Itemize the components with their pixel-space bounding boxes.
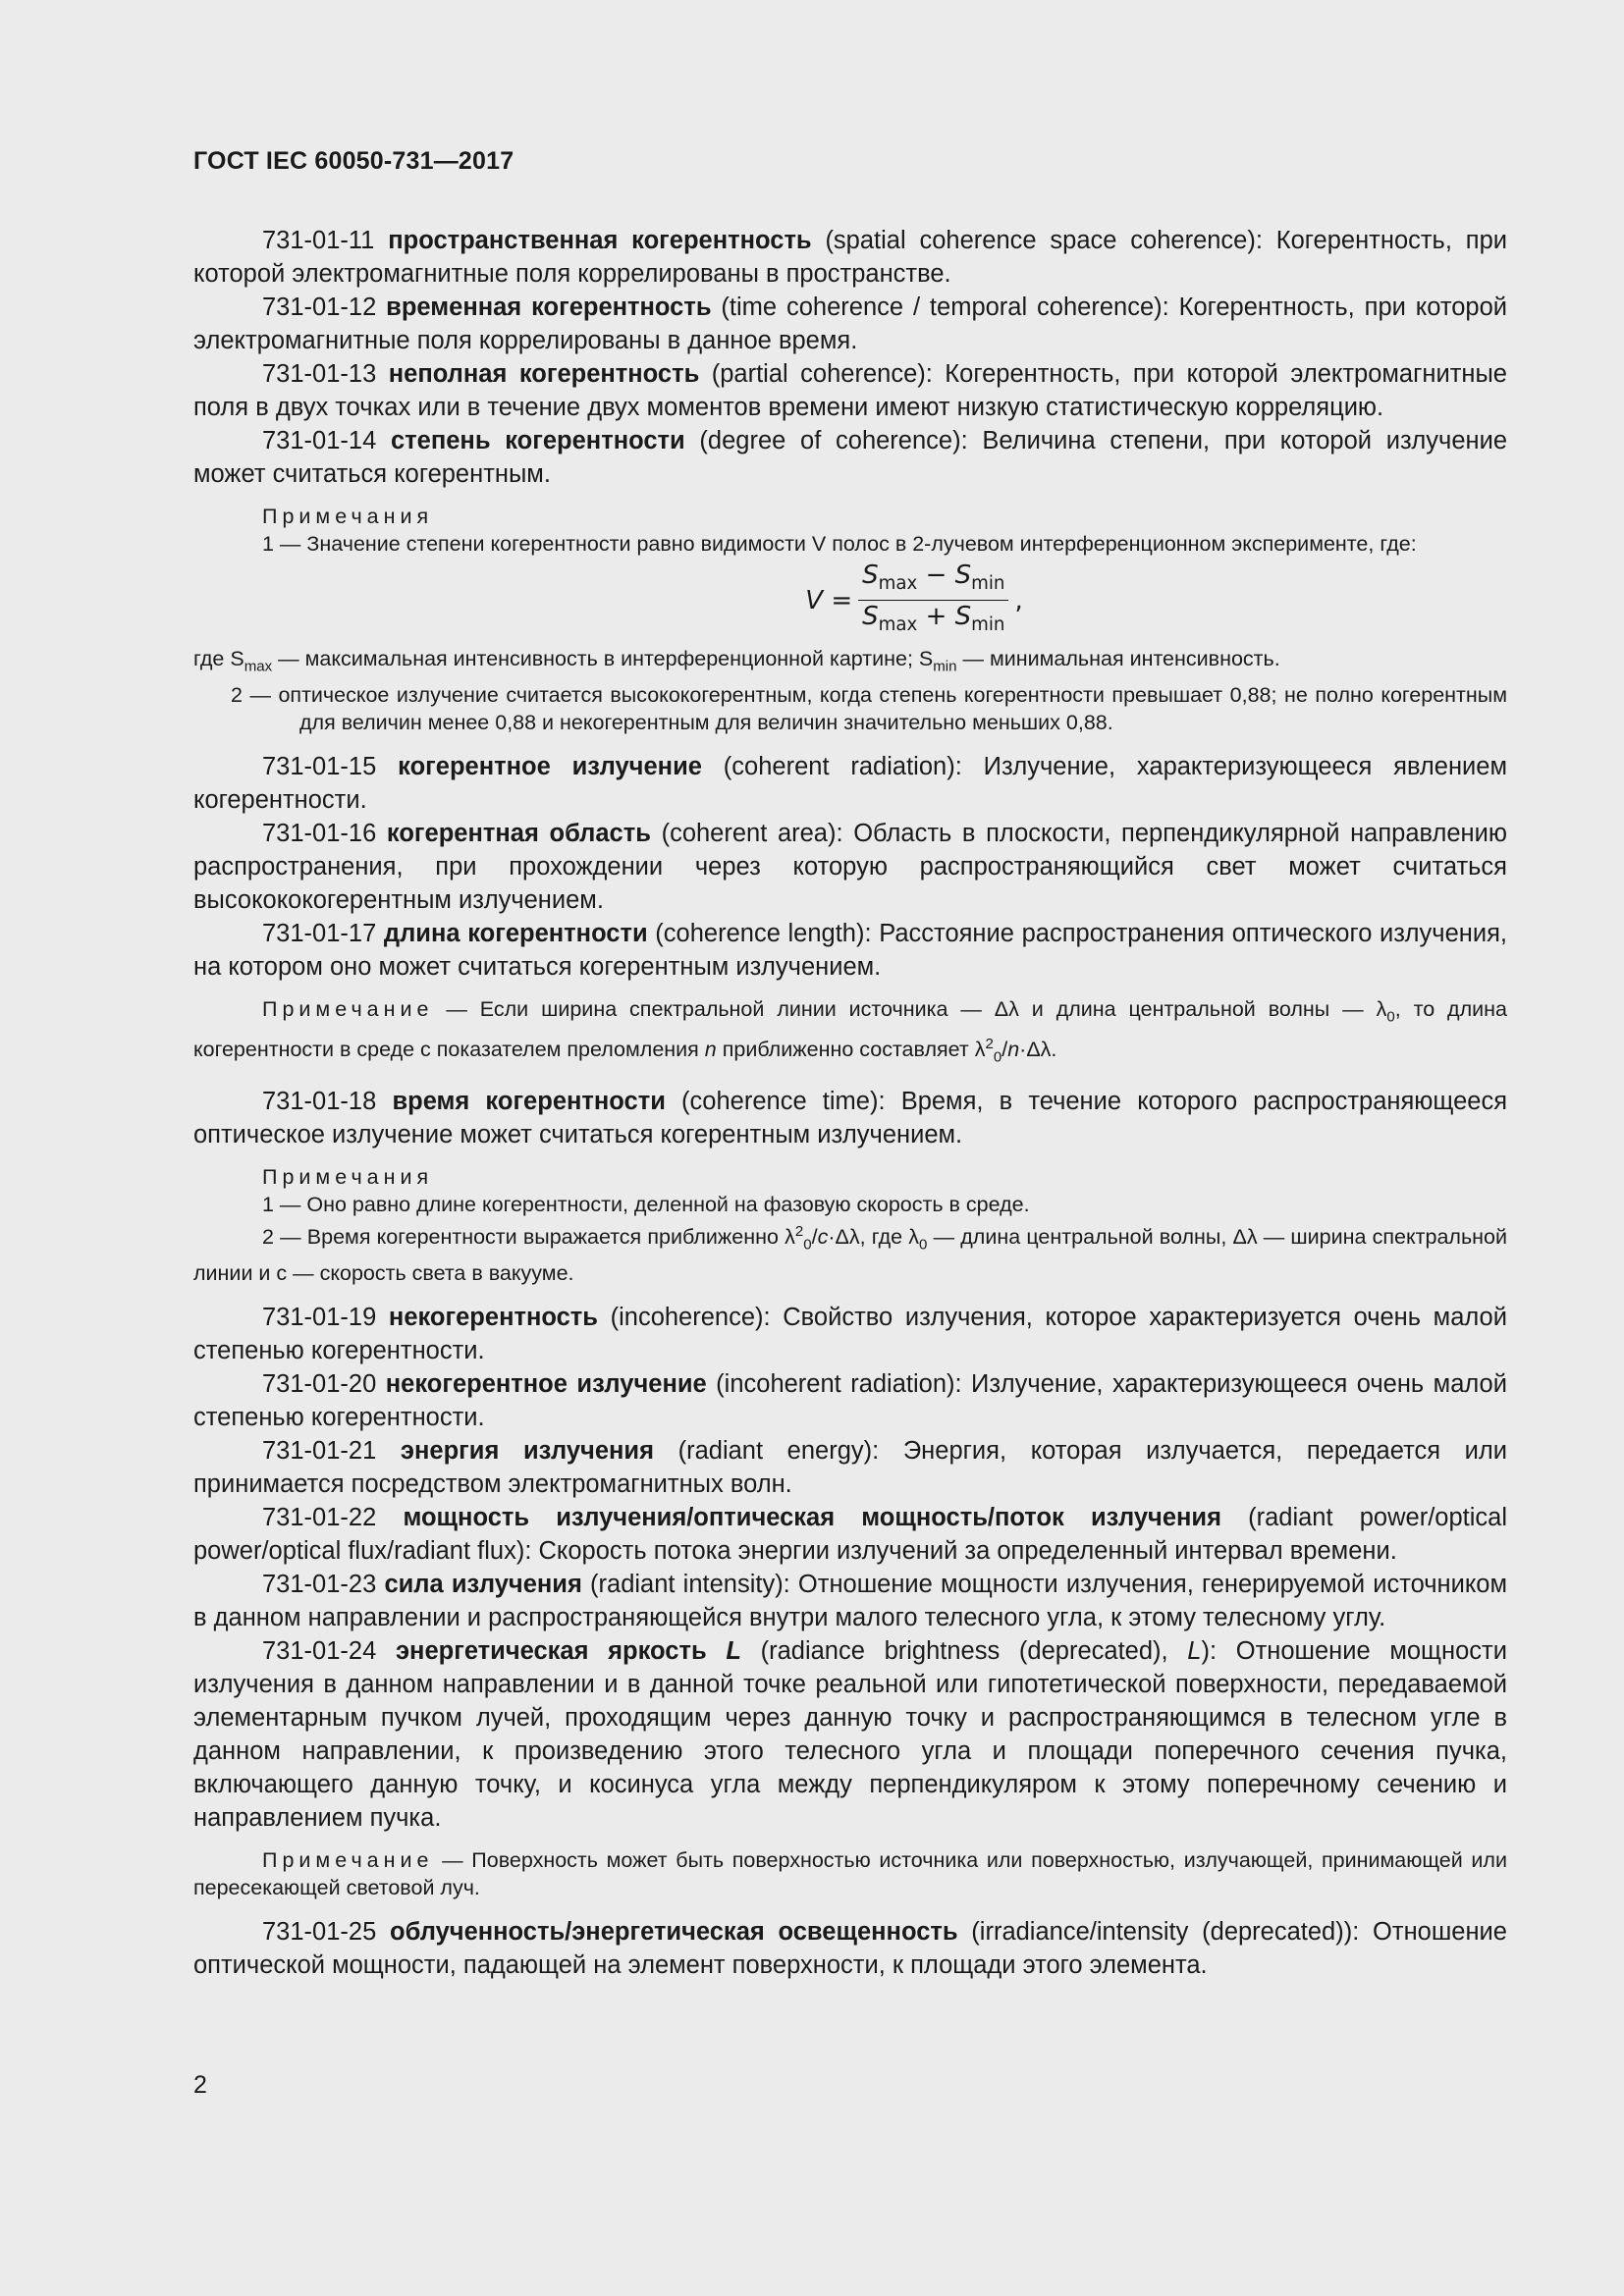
entry-731-01-22: 731-01-22 мощность излучения/оптическая мощность/поток излучения (radiant power/optical power/optical flux/radiant flux): Скорость потока энергии излучений за определенный интервал времени. [193, 1503, 1507, 1565]
note-1: 1 — Оно равно длине когерентности, деленной на фазовую скорость в среде. [262, 1193, 1030, 1217]
notes-731-01-14 [193, 503, 1507, 736]
note-2: 2 — Время когерентности выражается приближенно $\lambda^2_0/c\cdot\Delta\lambda$, где $\lambda_0$ — длина центральной волны, Δλ — ширина спектральной линии и с — скорость света в вакууме. [193, 1223, 1507, 1285]
entry-731-01-16: 731-01-16 когерентная область (coherent area): Область в плоскости, перпендикулярной направлению распространения, при прохождении через которую распространяющийся свет может считаться высокококогерентным излучением. [193, 819, 1507, 914]
entry-731-01-21: 731-01-21 энергия излучения (radiant energy): Энергия, которая излучается, передается или принимается посредством электромагнитных волн. [193, 1436, 1508, 1498]
note-text: Примечание — Если ширина спектральной линии источника — Δλ и длина центральной волны — $\lambda_0$, то длина когерентности в среде с показателем преломления n приближенно составляет $\lambda^2_0/n\cdot\Delta\lambda$. [193, 996, 1507, 1066]
page-number: 2 [193, 2071, 207, 2099]
entry-731-01-13: 731-01-13 неполная когерентность (partial coherence): Когерентность, при которой электромагнитные поля в двух точках или в течение двух моментов времени имеют низкую статистическую корреляцию. [193, 360, 1507, 421]
formula-legend: где $S_{max}$ — максимальная интенсивность в интерференционной картине; $S_{min}$ — минимальная интенсивность. [193, 647, 1280, 675]
entry-731-01-12: 731-01-12 временная когерентность (time coherence / temporal coherence): Когерентность, при которой электромагнитные поля коррелированы в данное время. [193, 294, 1508, 354]
note-text: Примечание — Поверхность может быть поверхностью источника или поверхностью, излучающей, принимающей или пересекающей световой луч. [193, 1847, 1507, 1899]
entry-731-01-24: 731-01-24 энергетическая яркость L (radiance brightness (deprecated), L): Отношение мощности излучения в данном направлении и в данной точке реальной или гипотетической поверхности, передаваемой элементарным пучком лучей, проходящим через данную точку и распространяющимся в телесном угле в данном направлении, к произведению этого телесного угла и площади поперечного сечения пучка, включающего данную точку, и косинуса угла между перпендикуляром к этому поперечному сечению и направлением пучка. [193, 1636, 1507, 1832]
entry-731-01-25: 731-01-25 облученность/энергетическая освещенность (irradiance/intensity (deprecated)): Отношение оптической мощности, падающей на элемент поверхности, к площади этого элемента. [193, 1917, 1507, 1979]
notes-731-01-18 [193, 1163, 1507, 1286]
document-header: ГОСТ IEC 60050-731—2017 [193, 147, 514, 175]
entry-731-01-19: 731-01-19 некогерентность (incoherence): Свойство излучения, которое характеризуется очень малой степенью когерентности. [193, 1303, 1507, 1364]
notes-heading: Примечания [262, 1165, 434, 1190]
entry-731-01-17: 731-01-17 длина когерентности (coherence length): Расстояние распространения оптического излучения, на котором оно может считаться когерентным излучением. [193, 919, 1507, 981]
formula-fraction: $\frac{S_{max} - S_{min}}{S_{max} + S_{min}}$ [858, 561, 1008, 639]
coherence-formula: V = $\frac{S_{max} - S_{min}}{S_{max} + S_{min}}$ , [321, 561, 1507, 639]
notes-heading: Примечания [262, 505, 434, 528]
entry-731-01-20: 731-01-20 некогерентное излучение (incoherent radiation): Излучение, характеризующееся очень малой степенью когерентности. [193, 1369, 1507, 1431]
entry-731-01-15: 731-01-15 когерентное излучение (coherent radiation): Излучение, характеризующееся явлением когерентности. [193, 752, 1508, 814]
note-2: 2 — оптическое излучение считается высококогерентным, когда степень когерентности превышает 0,88; не полно когерентным для величин менее 0,88 и некогерентным для величин значительно меньших 0,88. [231, 682, 1507, 734]
entry-731-01-11: 731-01-11 пространственная когерентность (spatial coherence space coherence): Когерентность, при которой электромагнитные поля коррелированы в пространстве. [193, 227, 1507, 288]
entry-731-01-18: 731-01-18 время когерентности (coherence time): Время, в течение которого распространяющееся оптическое излучение может считаться когерентным излучением. [193, 1088, 1508, 1149]
note-731-01-24 [193, 1846, 1507, 1901]
note-731-01-17 [193, 995, 1507, 1072]
entry-731-01-23: 731-01-23 сила излучения (radiant intensity): Отношение мощности излучения, генерируемой источником в данном направлении и распространяющейся внутри малого телесного угла, к этому телесному углу. [193, 1570, 1508, 1631]
document-body [193, 224, 1507, 1982]
entry-731-01-14: 731-01-14 степень когерентности (degree of coherence): Величина степени, при которой излучение может считаться когерентным. [193, 427, 1508, 488]
note-1: 1 — Значение степени когерентности равно видимости V полос в 2-лучевом интерференционном эксперименте, где: [262, 532, 1417, 556]
